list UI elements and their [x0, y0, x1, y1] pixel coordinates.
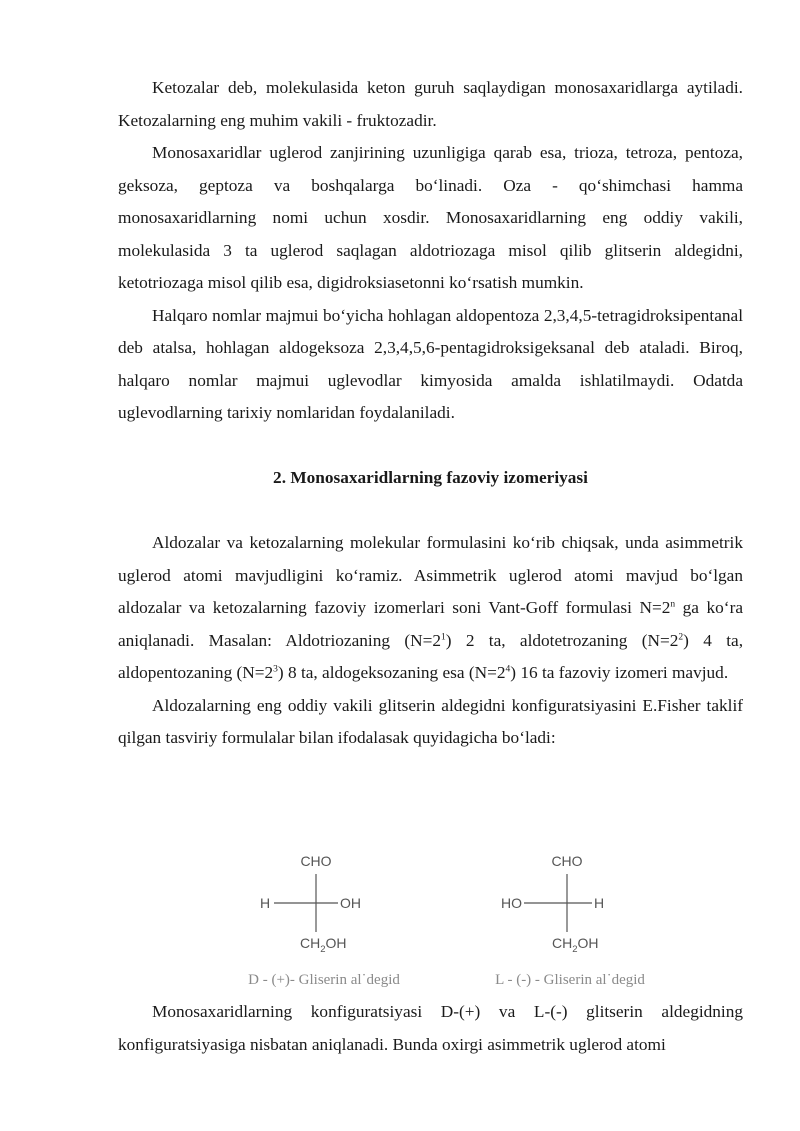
spacer [118, 430, 743, 463]
l-right-group: H [594, 895, 605, 911]
l-bottom-group: $CH_2OH$ [552, 935, 599, 955]
document-body [118, 72, 743, 755]
l-left-group: HO [501, 895, 522, 911]
paragraph-fazoviy-izomerlar [118, 527, 743, 690]
paragraph-fisher-formulas: Aldozalarning eng oddiy vakili glitserin aldegidni konfiguratsiyasini E.Fisher taklif qilgan tasviriy formulalar bilan ifodalasak quyidagicha bo‘ladi: [118, 695, 743, 747]
d-glyceraldehyde-structure [248, 853, 400, 988]
d-top-group: CHO [300, 853, 332, 869]
text-run: ga ko‘ra aniqlanadi. Masalan: Aldotriozaning (N=2 [118, 598, 743, 650]
text-run: ) 4 ta, aldopentozaning (N=2 [118, 630, 744, 682]
d-right-group: OH [340, 895, 361, 911]
d-left-group: H [260, 895, 271, 911]
superscript: n [670, 599, 676, 610]
paragraph-monosaxaridlar-classification: Monosaxaridlar uglerod zanjirining uzunligiga qarab esa, trioza, tetroza, pentoza, geksoza, geptoza va boshqalarga bo‘linadi. Oza - qo‘shimchasi hamma monosaxaridlarning nomi uchun xosdir. Monosaxaridlarning eng oddiy vakili, molekulasida 3 ta uglerod saqlagan aldotriozaga misol qilib glitserin aldegidni, ketotriozaga misol qilib esa, digidroksiasetonni ko‘rsatish mumkin. [118, 143, 743, 292]
text-run: ) 8 ta, aldogeksozaning esa (N=2 [277, 663, 506, 682]
superscript: 1 [440, 631, 446, 642]
paragraph-konfiguratsiya: Monosaxaridlarning konfiguratsiyasi D-(+) va L-(-) glitserin aldegidning konfiguratsiyasiga nisbatan aniqlanadi. Bunda oxirgi asimmetrik uglerod atomi [118, 1002, 743, 1054]
d-bottom-group: $CH_2OH$ [300, 935, 347, 955]
fisher-projection-svg [0, 844, 800, 994]
superscript: 4 [505, 664, 511, 675]
text-run: Aldozalar va ketozalarning molekular formulasini ko‘rib chiqsak, unda asimmetrik uglerod atomi mavjudligini ko‘ramiz. Asimmetrik uglerod atomi mavjud bo‘lgan aldozalar va ketozalarning fazoviy izomerlari soni Vant-Goff formulasi N=2 [118, 533, 743, 617]
paragraph-ketozalar: Ketozalar deb, molekulasida keton guruh saqlaydigan monosaxaridlarga aytiladi. Ketozalarning eng muhim vakili - fruktozadir. [118, 78, 743, 130]
l-top-group: CHO [551, 853, 583, 869]
document-body-continued [118, 996, 743, 1061]
spacer [118, 495, 743, 528]
text-run: ) 16 ta fazoviy izomeri mavjud. [510, 663, 729, 682]
l-caption: L - (-) - Gliserin al˙degid [495, 972, 645, 988]
section-heading: 2. Monosaxaridlarning fazoviy izomeriyasi [273, 468, 588, 487]
superscript: 3 [273, 664, 278, 675]
d-caption: D - (+)- Gliserin al˙degid [248, 972, 400, 988]
text-run: ) 2 ta, aldotetrozaning (N=2 [445, 630, 679, 650]
paragraph-halqaro-nomlar: Halqaro nomlar majmui bo‘yicha hohlagan aldopentoza 2,3,4,5-tetragidroksipentanal deb atalsa, hohlagan aldogeksoza 2,3,4,5,6-pentagidroksigeksanal deb ataladi. Biroq, halqaro nomlar majmui uglevodlar kimyosida amalda ishlatilmaydi. Odatda uglevodlarning tarixiy nomlaridan foydalaniladi. [118, 305, 743, 422]
fisher-projection-figure [0, 844, 800, 994]
superscript: 2 [678, 631, 684, 642]
l-glyceraldehyde-structure [495, 853, 645, 988]
